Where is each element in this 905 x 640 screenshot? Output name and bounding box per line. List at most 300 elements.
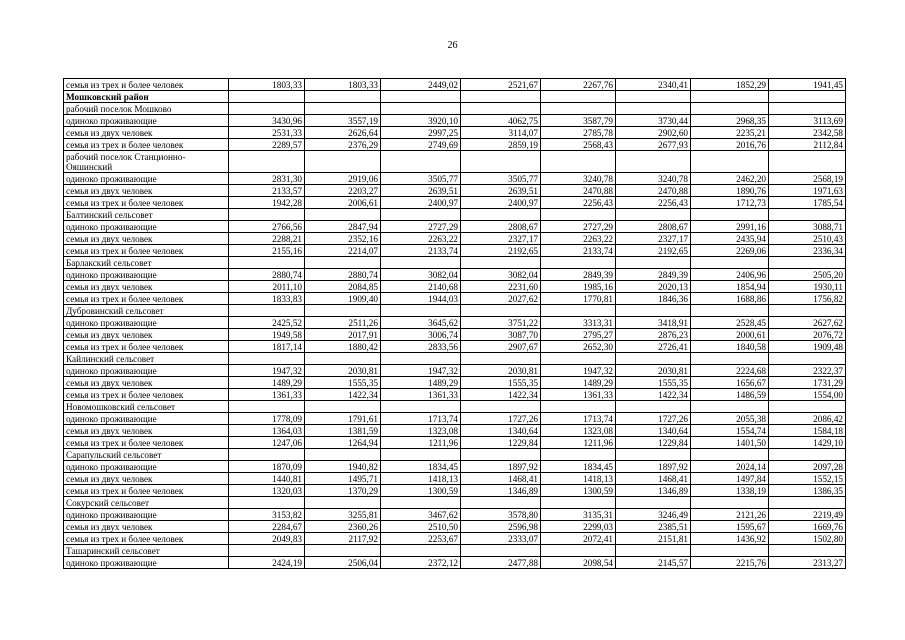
value-cell: 2340,41 — [616, 79, 691, 91]
table-row — [64, 473, 846, 485]
value-cell — [691, 257, 769, 269]
value-cell: 1211,96 — [381, 437, 461, 449]
value-cell: 2215,76 — [691, 557, 769, 569]
value-cell: 1401,50 — [691, 437, 769, 449]
value-cell: 2253,67 — [381, 533, 461, 545]
value-cell: 1247,06 — [229, 437, 305, 449]
value-cell: 2919,06 — [305, 173, 381, 185]
value-cell — [461, 257, 541, 269]
value-cell: 2627,62 — [769, 317, 846, 329]
value-cell: 1942,28 — [229, 197, 305, 209]
value-cell — [461, 545, 541, 557]
value-cell: 2968,35 — [691, 115, 769, 127]
value-cell: 1211,96 — [541, 437, 616, 449]
row-label: одиноко проживающие — [64, 413, 229, 425]
value-cell: 2506,04 — [305, 557, 381, 569]
row-label: одиноко проживающие — [64, 557, 229, 569]
value-cell: 1584,18 — [769, 425, 846, 437]
value-cell: 2072,41 — [541, 533, 616, 545]
value-cell: 2849,39 — [541, 269, 616, 281]
value-cell: 2400,97 — [381, 197, 461, 209]
value-cell: 2424,19 — [229, 557, 305, 569]
value-cell — [691, 497, 769, 509]
value-cell — [769, 151, 846, 173]
settlement-name: рабочий поселок Мошково — [64, 103, 229, 115]
settlement-header-row — [64, 545, 846, 557]
value-cell — [691, 449, 769, 461]
row-label: семья из двух человек — [64, 233, 229, 245]
value-cell: 1489,29 — [381, 377, 461, 389]
value-cell: 2727,29 — [541, 221, 616, 233]
value-cell — [381, 353, 461, 365]
value-cell — [616, 353, 691, 365]
value-cell: 2596,98 — [461, 521, 541, 533]
value-cell — [769, 545, 846, 557]
value-cell: 1713,74 — [381, 413, 461, 425]
value-cell: 2145,57 — [616, 557, 691, 569]
value-cell: 2020,13 — [616, 281, 691, 293]
value-cell — [229, 91, 305, 103]
value-cell: 1468,41 — [461, 473, 541, 485]
row-label: одиноко проживающие — [64, 269, 229, 281]
value-cell: 3006,74 — [381, 329, 461, 341]
value-cell — [769, 305, 846, 317]
value-cell: 2214,07 — [305, 245, 381, 257]
table-row — [64, 509, 846, 521]
value-cell: 1971,63 — [769, 185, 846, 197]
value-cell: 2876,23 — [616, 329, 691, 341]
value-cell — [616, 545, 691, 557]
value-cell: 1489,29 — [541, 377, 616, 389]
value-cell: 2049,83 — [229, 533, 305, 545]
value-cell: 2510,43 — [769, 233, 846, 245]
value-cell: 2727,29 — [381, 221, 461, 233]
value-cell: 1264,94 — [305, 437, 381, 449]
value-cell — [691, 401, 769, 413]
value-cell: 2289,57 — [229, 139, 305, 151]
value-cell: 2203,27 — [305, 185, 381, 197]
value-cell: 3505,77 — [381, 173, 461, 185]
value-cell — [381, 257, 461, 269]
value-cell: 1495,71 — [305, 473, 381, 485]
value-cell: 1944,03 — [381, 293, 461, 305]
value-cell: 1985,16 — [541, 281, 616, 293]
row-label: семья из трех и более человек — [64, 533, 229, 545]
value-cell: 2435,94 — [691, 233, 769, 245]
row-label: одиноко проживающие — [64, 509, 229, 521]
value-cell: 1320,03 — [229, 485, 305, 497]
value-cell — [691, 305, 769, 317]
value-cell: 2880,74 — [305, 269, 381, 281]
value-cell: 2219,49 — [769, 509, 846, 521]
value-cell — [691, 209, 769, 221]
value-cell: 2639,51 — [461, 185, 541, 197]
value-cell — [541, 497, 616, 509]
value-cell — [541, 305, 616, 317]
table-row — [64, 281, 846, 293]
value-cell: 1947,32 — [381, 365, 461, 377]
value-cell: 3730,44 — [616, 115, 691, 127]
value-cell — [461, 209, 541, 221]
table-row — [64, 127, 846, 139]
row-label: одиноко проживающие — [64, 365, 229, 377]
value-cell: 2372,12 — [381, 557, 461, 569]
value-cell: 1418,13 — [541, 473, 616, 485]
value-cell: 2385,51 — [616, 521, 691, 533]
value-cell: 1338,19 — [691, 485, 769, 497]
value-cell: 1890,76 — [691, 185, 769, 197]
value-cell: 3153,82 — [229, 509, 305, 521]
value-cell — [616, 151, 691, 173]
value-cell — [229, 353, 305, 365]
settlement-header-row — [64, 497, 846, 509]
value-cell: 2030,81 — [461, 365, 541, 377]
value-cell: 2235,21 — [691, 127, 769, 139]
value-cell — [691, 151, 769, 173]
value-cell — [229, 401, 305, 413]
value-cell: 1555,35 — [305, 377, 381, 389]
value-cell: 1833,83 — [229, 293, 305, 305]
district-name: Мошковский район — [64, 91, 229, 103]
settlement-header-row — [64, 103, 846, 115]
value-cell — [305, 257, 381, 269]
value-cell: 1947,32 — [541, 365, 616, 377]
value-cell: 2907,67 — [461, 341, 541, 353]
value-cell — [691, 91, 769, 103]
value-cell: 1361,33 — [229, 389, 305, 401]
value-cell: 2859,19 — [461, 139, 541, 151]
value-cell — [541, 103, 616, 115]
row-label: семья из двух человек — [64, 281, 229, 293]
value-cell — [305, 497, 381, 509]
value-cell — [305, 151, 381, 173]
value-cell: 2880,74 — [229, 269, 305, 281]
value-cell: 3418,91 — [616, 317, 691, 329]
value-cell: 1803,33 — [229, 79, 305, 91]
row-label: семья из трех и более человек — [64, 293, 229, 305]
value-cell: 2795,27 — [541, 329, 616, 341]
value-cell: 2626,64 — [305, 127, 381, 139]
value-cell: 1834,45 — [541, 461, 616, 473]
row-label: одиноко проживающие — [64, 221, 229, 233]
table-row — [64, 425, 846, 437]
value-cell: 3113,69 — [769, 115, 846, 127]
value-cell: 3082,04 — [381, 269, 461, 281]
value-cell: 2400,97 — [461, 197, 541, 209]
value-cell — [541, 209, 616, 221]
value-cell: 1595,67 — [691, 521, 769, 533]
value-cell — [461, 353, 541, 365]
row-label: семья из двух человек — [64, 185, 229, 197]
value-cell: 2531,33 — [229, 127, 305, 139]
value-cell: 2000,61 — [691, 329, 769, 341]
value-cell — [381, 103, 461, 115]
value-cell — [229, 257, 305, 269]
value-cell: 2808,67 — [461, 221, 541, 233]
value-cell: 4062,75 — [461, 115, 541, 127]
value-cell: 2568,43 — [541, 139, 616, 151]
value-cell: 2112,84 — [769, 139, 846, 151]
value-cell — [691, 103, 769, 115]
value-cell: 1712,73 — [691, 197, 769, 209]
value-cell: 2011,10 — [229, 281, 305, 293]
value-cell — [461, 497, 541, 509]
row-label: одиноко проживающие — [64, 115, 229, 127]
value-cell: 2677,93 — [616, 139, 691, 151]
value-cell: 2140,68 — [381, 281, 461, 293]
row-label: семья из трех и более человек — [64, 389, 229, 401]
value-cell: 2117,92 — [305, 533, 381, 545]
table-row — [64, 197, 846, 209]
value-cell: 1770,81 — [541, 293, 616, 305]
value-cell: 3088,71 — [769, 221, 846, 233]
value-cell: 3240,78 — [541, 173, 616, 185]
table-row — [64, 329, 846, 341]
table-row — [64, 221, 846, 233]
value-cell: 1949,58 — [229, 329, 305, 341]
value-cell: 2097,28 — [769, 461, 846, 473]
value-cell: 1361,33 — [381, 389, 461, 401]
row-label: одиноко проживающие — [64, 317, 229, 329]
value-cell — [381, 401, 461, 413]
value-cell: 2477,88 — [461, 557, 541, 569]
value-cell: 1229,84 — [461, 437, 541, 449]
value-cell — [381, 151, 461, 173]
value-cell: 2155,16 — [229, 245, 305, 257]
value-cell: 3578,80 — [461, 509, 541, 521]
row-label: семья из двух человек — [64, 473, 229, 485]
value-cell — [616, 497, 691, 509]
settlement-name: Ташаринский сельсовет — [64, 545, 229, 557]
value-cell: 3505,77 — [461, 173, 541, 185]
value-cell: 2133,74 — [541, 245, 616, 257]
value-cell: 3313,31 — [541, 317, 616, 329]
value-cell: 2192,65 — [616, 245, 691, 257]
row-label: семья из двух человек — [64, 425, 229, 437]
table-row — [64, 245, 846, 257]
settlement-header-row — [64, 353, 846, 365]
value-cell: 2151,81 — [616, 533, 691, 545]
table-row — [64, 521, 846, 533]
value-cell — [381, 209, 461, 221]
table-row — [64, 185, 846, 197]
value-cell: 1386,35 — [769, 485, 846, 497]
value-cell — [769, 91, 846, 103]
page-number: 26 — [447, 40, 458, 51]
value-cell: 2652,30 — [541, 341, 616, 353]
value-cell — [381, 305, 461, 317]
value-cell — [769, 353, 846, 365]
table-row — [64, 293, 846, 305]
settlement-name: Сокурский сельсовет — [64, 497, 229, 509]
row-label: семья из трех и более человек — [64, 197, 229, 209]
value-cell: 2849,39 — [616, 269, 691, 281]
value-cell: 1429,10 — [769, 437, 846, 449]
value-cell: 2342,58 — [769, 127, 846, 139]
value-cell — [461, 401, 541, 413]
value-cell: 2299,03 — [541, 521, 616, 533]
row-label: семья из двух человек — [64, 521, 229, 533]
value-cell: 1370,29 — [305, 485, 381, 497]
value-cell — [461, 151, 541, 173]
value-cell: 2024,14 — [691, 461, 769, 473]
value-cell — [769, 103, 846, 115]
value-cell — [616, 91, 691, 103]
value-cell: 1785,54 — [769, 197, 846, 209]
value-cell: 1422,34 — [616, 389, 691, 401]
value-cell: 1346,89 — [461, 485, 541, 497]
value-cell: 2224,68 — [691, 365, 769, 377]
value-cell — [769, 257, 846, 269]
settlement-header-row — [64, 209, 846, 221]
value-cell: 2017,91 — [305, 329, 381, 341]
value-cell — [305, 353, 381, 365]
settlement-name: Новомошковский сельсовет — [64, 401, 229, 413]
value-cell: 2425,52 — [229, 317, 305, 329]
value-cell: 2376,29 — [305, 139, 381, 151]
value-cell — [461, 103, 541, 115]
value-cell: 2121,26 — [691, 509, 769, 521]
value-cell: 2327,17 — [461, 233, 541, 245]
value-cell: 1300,59 — [381, 485, 461, 497]
value-cell — [616, 401, 691, 413]
value-cell: 2766,56 — [229, 221, 305, 233]
value-cell: 1300,59 — [541, 485, 616, 497]
value-cell: 1947,32 — [229, 365, 305, 377]
value-cell: 1555,35 — [616, 377, 691, 389]
settlement-name: Барлакский сельсовет — [64, 257, 229, 269]
value-cell: 2030,81 — [616, 365, 691, 377]
value-cell: 2831,30 — [229, 173, 305, 185]
value-cell — [305, 545, 381, 557]
value-cell: 1897,92 — [616, 461, 691, 473]
row-label: семья из трех и более человек — [64, 437, 229, 449]
value-cell — [229, 497, 305, 509]
value-cell: 2231,60 — [461, 281, 541, 293]
table-row — [64, 389, 846, 401]
table-row — [64, 115, 846, 127]
table-row — [64, 233, 846, 245]
value-cell — [305, 449, 381, 461]
value-cell — [541, 91, 616, 103]
value-cell — [541, 401, 616, 413]
value-cell: 3920,10 — [381, 115, 461, 127]
value-cell: 3135,31 — [541, 509, 616, 521]
value-cell: 2470,88 — [541, 185, 616, 197]
value-cell: 2027,62 — [461, 293, 541, 305]
table-row — [64, 317, 846, 329]
value-cell: 1727,26 — [461, 413, 541, 425]
value-cell: 2785,78 — [541, 127, 616, 139]
value-cell: 2336,34 — [769, 245, 846, 257]
value-cell: 1468,41 — [616, 473, 691, 485]
value-cell: 1669,76 — [769, 521, 846, 533]
row-label: семья из двух человек — [64, 377, 229, 389]
value-cell: 2055,38 — [691, 413, 769, 425]
value-cell: 3082,04 — [461, 269, 541, 281]
value-cell: 1940,82 — [305, 461, 381, 473]
value-cell — [541, 151, 616, 173]
value-cell: 2470,88 — [616, 185, 691, 197]
value-cell: 2269,06 — [691, 245, 769, 257]
value-cell: 3246,49 — [616, 509, 691, 521]
value-cell — [229, 103, 305, 115]
value-cell: 2076,72 — [769, 329, 846, 341]
value-cell: 2360,26 — [305, 521, 381, 533]
table-row — [64, 437, 846, 449]
row-label: семья из трех и более человек — [64, 341, 229, 353]
table-row — [64, 485, 846, 497]
value-cell — [769, 497, 846, 509]
value-cell: 2263,22 — [381, 233, 461, 245]
settlement-header-row — [64, 401, 846, 413]
value-cell — [381, 497, 461, 509]
value-cell — [541, 449, 616, 461]
value-cell: 2449,02 — [381, 79, 461, 91]
value-cell: 1486,59 — [691, 389, 769, 401]
value-cell: 1834,45 — [381, 461, 461, 473]
value-cell: 2192,65 — [461, 245, 541, 257]
value-cell: 3467,62 — [381, 509, 461, 521]
value-cell: 1497,84 — [691, 473, 769, 485]
value-cell: 1554,74 — [691, 425, 769, 437]
value-cell: 1880,42 — [305, 341, 381, 353]
value-cell: 1229,84 — [616, 437, 691, 449]
value-cell: 1436,92 — [691, 533, 769, 545]
value-cell — [381, 545, 461, 557]
settlement-header-row — [64, 257, 846, 269]
value-cell: 3240,78 — [616, 173, 691, 185]
tariff-table — [63, 78, 846, 569]
value-cell — [229, 449, 305, 461]
table-row — [64, 365, 846, 377]
row-label: семья из двух человек — [64, 329, 229, 341]
value-cell — [461, 449, 541, 461]
value-cell: 2568,19 — [769, 173, 846, 185]
value-cell: 2098,54 — [541, 557, 616, 569]
value-cell: 1323,08 — [541, 425, 616, 437]
table-row — [64, 413, 846, 425]
value-cell: 2016,76 — [691, 139, 769, 151]
value-cell — [541, 545, 616, 557]
value-cell: 2510,50 — [381, 521, 461, 533]
value-cell: 2352,16 — [305, 233, 381, 245]
value-cell: 1909,48 — [769, 341, 846, 353]
value-cell — [769, 209, 846, 221]
value-cell: 1854,94 — [691, 281, 769, 293]
row-label: семья из двух человек — [64, 127, 229, 139]
value-cell: 1817,14 — [229, 341, 305, 353]
value-cell — [229, 151, 305, 173]
table-row — [64, 533, 846, 545]
value-cell: 1897,92 — [461, 461, 541, 473]
value-cell: 3430,96 — [229, 115, 305, 127]
value-cell: 2528,45 — [691, 317, 769, 329]
value-cell: 1731,29 — [769, 377, 846, 389]
value-cell: 2511,26 — [305, 317, 381, 329]
row-label: семья из трех и более человек — [64, 245, 229, 257]
settlement-name: Кайлинский сельсовет — [64, 353, 229, 365]
value-cell: 2284,67 — [229, 521, 305, 533]
value-cell: 2833,56 — [381, 341, 461, 353]
settlement-name: Дубровинский сельсовет — [64, 305, 229, 317]
value-cell — [769, 401, 846, 413]
value-cell: 1323,08 — [381, 425, 461, 437]
value-cell: 1489,29 — [229, 377, 305, 389]
settlement-header-row — [64, 151, 846, 173]
value-cell: 2313,27 — [769, 557, 846, 569]
value-cell: 2521,67 — [461, 79, 541, 91]
